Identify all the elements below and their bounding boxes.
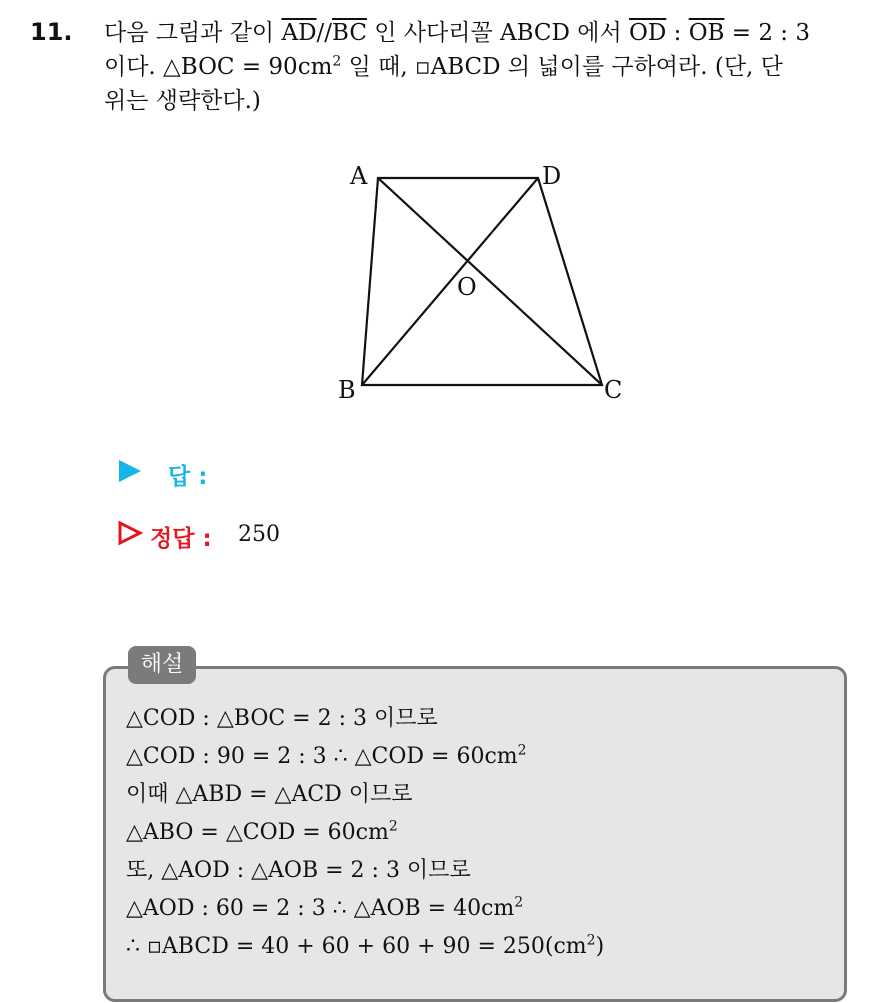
correct-answer-row	[110, 520, 212, 553]
solution-line7-close: )	[595, 934, 605, 959]
segment-bc: $\overline{BC}$	[332, 20, 367, 46]
outlined-triangle-icon	[110, 520, 150, 546]
solution-line-6	[126, 890, 604, 928]
segment-ob: $\overline{OB}$	[688, 20, 725, 46]
segment-ad: $\overline{AD}$	[281, 20, 317, 46]
correct-answer-value: 250	[238, 522, 280, 547]
segment-od: $\overline{OD}$	[629, 20, 667, 46]
solution-line-3: 이때 △ABD = △ACD 이므로	[126, 782, 413, 807]
question-line-1	[104, 16, 864, 50]
superscript-2: 2	[514, 894, 524, 911]
solution-line-7	[126, 928, 604, 966]
question-line2-start: 이다. △BOC = 90cm	[104, 54, 333, 80]
solution-text	[126, 700, 604, 966]
vertex-label-a: A	[350, 162, 368, 190]
question-number: 11.	[30, 18, 73, 46]
question-line1-start: 다음 그림과 같이	[104, 20, 282, 46]
trapezoid-figure	[330, 158, 640, 408]
solution-line-4	[126, 814, 604, 852]
ratio-separator: :	[666, 20, 689, 46]
filled-triangle-icon	[110, 458, 150, 484]
answer-label: 답 :	[168, 464, 208, 490]
diagonal-bd	[362, 178, 538, 385]
parallel-symbol: //	[316, 20, 333, 46]
solution-line-1: △COD : △BOC = 2 : 3 이므로	[126, 706, 438, 731]
superscript-2: 2	[517, 742, 527, 759]
question-line-3: 위는 생략한다.)	[104, 88, 261, 114]
superscript-2: 2	[388, 818, 398, 835]
question-line1-mid: 인 사다리꼴 ABCD 에서	[366, 20, 630, 46]
solution-line4-text: △ABO = △COD = 60cm	[126, 820, 389, 845]
solution-line-2	[126, 738, 604, 776]
superscript-2: 2	[332, 53, 342, 70]
vertex-label-d: D	[542, 162, 562, 190]
question-line2-end: 일 때, ▫ABCD 의 넓이를 구하여라. (단, 단	[341, 54, 783, 80]
question-text	[104, 16, 864, 118]
superscript-2: 2	[586, 932, 596, 949]
vertex-label-o: O	[457, 273, 477, 301]
question-line-2	[104, 50, 864, 84]
solution-line6-text: △AOD : 60 = 2 : 3 ∴ △AOB = 40cm	[126, 896, 515, 921]
solution-line7-text: ∴ ▫ABCD = 40 + 60 + 60 + 90 = 250(cm	[126, 934, 587, 959]
solution-line-5: 또, △AOD : △AOB = 2 : 3 이므로	[126, 858, 471, 883]
vertex-label-b: B	[338, 376, 356, 404]
answer-row	[110, 458, 207, 491]
trapezoid-outline	[362, 178, 602, 385]
diagonal-ac	[378, 178, 602, 385]
solution-tab: 해설	[128, 646, 196, 684]
solution-line2-text: △COD : 90 = 2 : 3 ∴ △COD = 60cm	[126, 744, 518, 769]
question-line1-end: = 2 : 3	[724, 20, 810, 46]
vertex-label-c: C	[604, 376, 623, 404]
correct-answer-label: 정답 :	[150, 526, 212, 552]
